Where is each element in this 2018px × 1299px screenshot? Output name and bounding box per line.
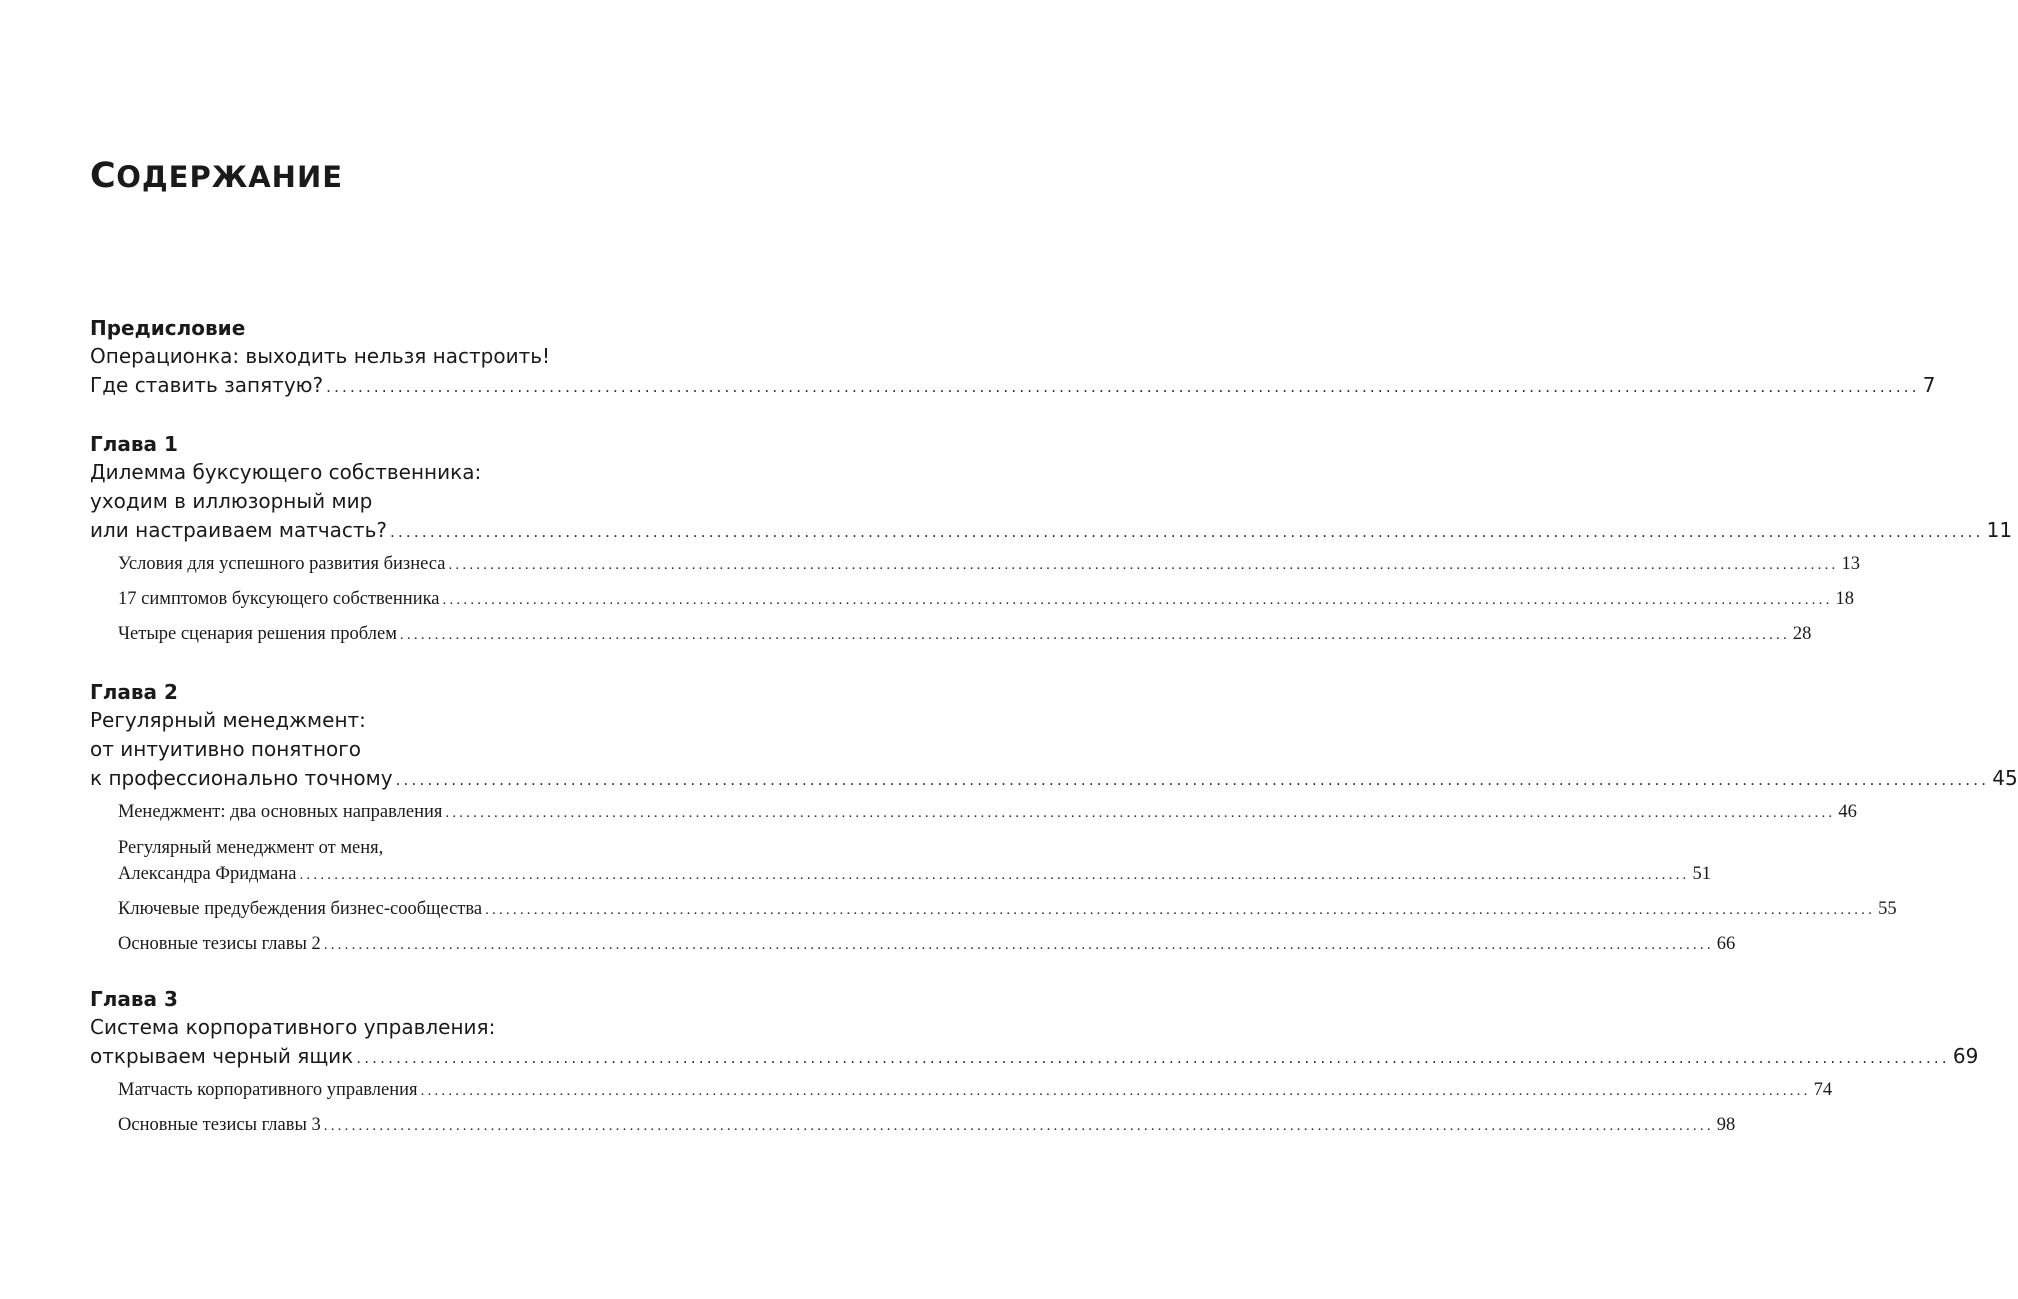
subsection-title: Четыре сценария решения проблем bbox=[118, 624, 397, 644]
leader-dots: ........................................................................................................................................................................................................ bbox=[323, 1118, 1714, 1134]
leader-dots: ........................................................................................................................................................................................................ bbox=[326, 378, 1920, 396]
subsection-title: Основные тезисы главы 2 bbox=[118, 934, 321, 954]
toc-entry-subsection[interactable] bbox=[90, 1073, 1833, 1108]
page-number: 74 bbox=[1813, 1080, 1833, 1100]
toc-entry-chapter-1[interactable] bbox=[90, 516, 2013, 547]
subsection-title-line-1: Регулярный менеджмент от меня, bbox=[118, 838, 384, 858]
page-number: 13 bbox=[1841, 554, 1860, 574]
leader-dots: ........................................................................................................................................................................................................ bbox=[399, 627, 1790, 643]
toc-entry-chapter-3[interactable] bbox=[90, 1042, 1979, 1073]
preface-title-line-2: Где ставить запятую? bbox=[90, 373, 324, 397]
subsection-title: Условия для успешного развития бизнеса bbox=[118, 554, 446, 574]
page-number: 55 bbox=[1878, 899, 1897, 919]
page-number: 46 bbox=[1838, 802, 1857, 822]
chapter-2-label: Глава 2 bbox=[90, 680, 178, 704]
subsection-title: Менеджмент: два основных направления bbox=[118, 802, 443, 822]
leader-dots: ........................................................................................................................................................................................................ bbox=[448, 557, 1839, 573]
page-number: 18 bbox=[1835, 589, 1855, 609]
toc-section-chapter-1 bbox=[90, 430, 2013, 652]
subsection-title-line-2: Александра Фридмана bbox=[118, 864, 297, 884]
chapter-2-title-line-1: Регулярный менеджмент: bbox=[90, 708, 366, 732]
subsection-title: Матчасть корпоративного управления bbox=[118, 1080, 418, 1100]
preface-title-line-1: Операционка: выходить нельзя настроить! bbox=[90, 344, 551, 368]
page-title bbox=[90, 156, 343, 196]
chapter-2-title-line-2: от интуитивно понятного bbox=[90, 737, 362, 761]
subsection-title: Основные тезисы главы 3 bbox=[118, 1115, 321, 1135]
leader-dots: ........................................................................................................................................................................................................ bbox=[445, 805, 1836, 821]
toc-entry-subsection[interactable] bbox=[90, 617, 1812, 652]
preface-label: Предисловие bbox=[90, 316, 246, 340]
page-number: 51 bbox=[1692, 864, 1711, 884]
chapter-3-label: Глава 3 bbox=[90, 987, 178, 1011]
leader-dots: ........................................................................................................................................................................................................ bbox=[442, 592, 1833, 608]
toc-entry-chapter-2[interactable] bbox=[90, 764, 2018, 795]
leader-dots: ........................................................................................................................................................................................................ bbox=[420, 1083, 1811, 1099]
page-number: 11 bbox=[1986, 518, 2013, 542]
subsection-title: 17 симптомов буксующего собственника bbox=[118, 589, 440, 609]
leader-dots: ........................................................................................................................................................................................................ bbox=[356, 1049, 1950, 1067]
toc-entry-subsection-multiline[interactable] bbox=[90, 830, 1711, 892]
toc-entry-subsection[interactable] bbox=[90, 582, 1855, 617]
toc-entry-subsection[interactable] bbox=[90, 1108, 1736, 1143]
page-number: 45 bbox=[1992, 766, 2018, 790]
leader-dots: ........................................................................................................................................................................................................ bbox=[485, 902, 1876, 918]
page-number: 69 bbox=[1952, 1044, 1979, 1068]
toc-entry-subsection[interactable] bbox=[90, 795, 1857, 830]
page-number: 98 bbox=[1716, 1115, 1736, 1135]
subsection-row bbox=[90, 861, 1711, 888]
page-title-rest: ОДЕРЖАНИЕ bbox=[116, 160, 344, 194]
chapter-3-title-line-1: Система корпоративного управления: bbox=[90, 1015, 496, 1039]
page-number: 66 bbox=[1716, 934, 1736, 954]
page-number: 7 bbox=[1922, 373, 1936, 397]
chapter-2-title-line-3: к профессионально точному bbox=[90, 766, 393, 790]
subsection-title: Ключевые предубеждения бизнес-сообщества bbox=[118, 899, 483, 919]
page-title-initial: С bbox=[90, 156, 117, 196]
leader-dots: ........................................................................................................................................................................................................ bbox=[299, 867, 1690, 883]
page-number: 28 bbox=[1792, 624, 1812, 644]
toc-entry-subsection[interactable] bbox=[90, 927, 1736, 962]
leader-dots: ........................................................................................................................................................................................................ bbox=[323, 937, 1714, 953]
chapter-3-title-line-2: открываем черный ящик bbox=[90, 1044, 354, 1068]
toc-entry-subsection[interactable] bbox=[90, 892, 1897, 927]
leader-dots: ........................................................................................................................................................................................................ bbox=[395, 771, 1990, 789]
toc-section-chapter-2 bbox=[90, 678, 2018, 962]
chapter-1-title-line-2: уходим в иллюзорный мир bbox=[90, 489, 373, 513]
toc-section-chapter-3 bbox=[90, 985, 1979, 1143]
leader-dots: ........................................................................................................................................................................................................ bbox=[389, 523, 1984, 541]
toc-section-preface bbox=[90, 314, 1936, 402]
chapter-1-title-line-3: или настраиваем матчасть? bbox=[90, 518, 387, 542]
chapter-1-title-line-1: Дилемма буксующего собственника: bbox=[90, 460, 482, 484]
toc-entry-preface[interactable] bbox=[90, 371, 1936, 402]
toc-entry-subsection[interactable] bbox=[90, 547, 1860, 582]
chapter-1-label: Глава 1 bbox=[90, 432, 178, 456]
